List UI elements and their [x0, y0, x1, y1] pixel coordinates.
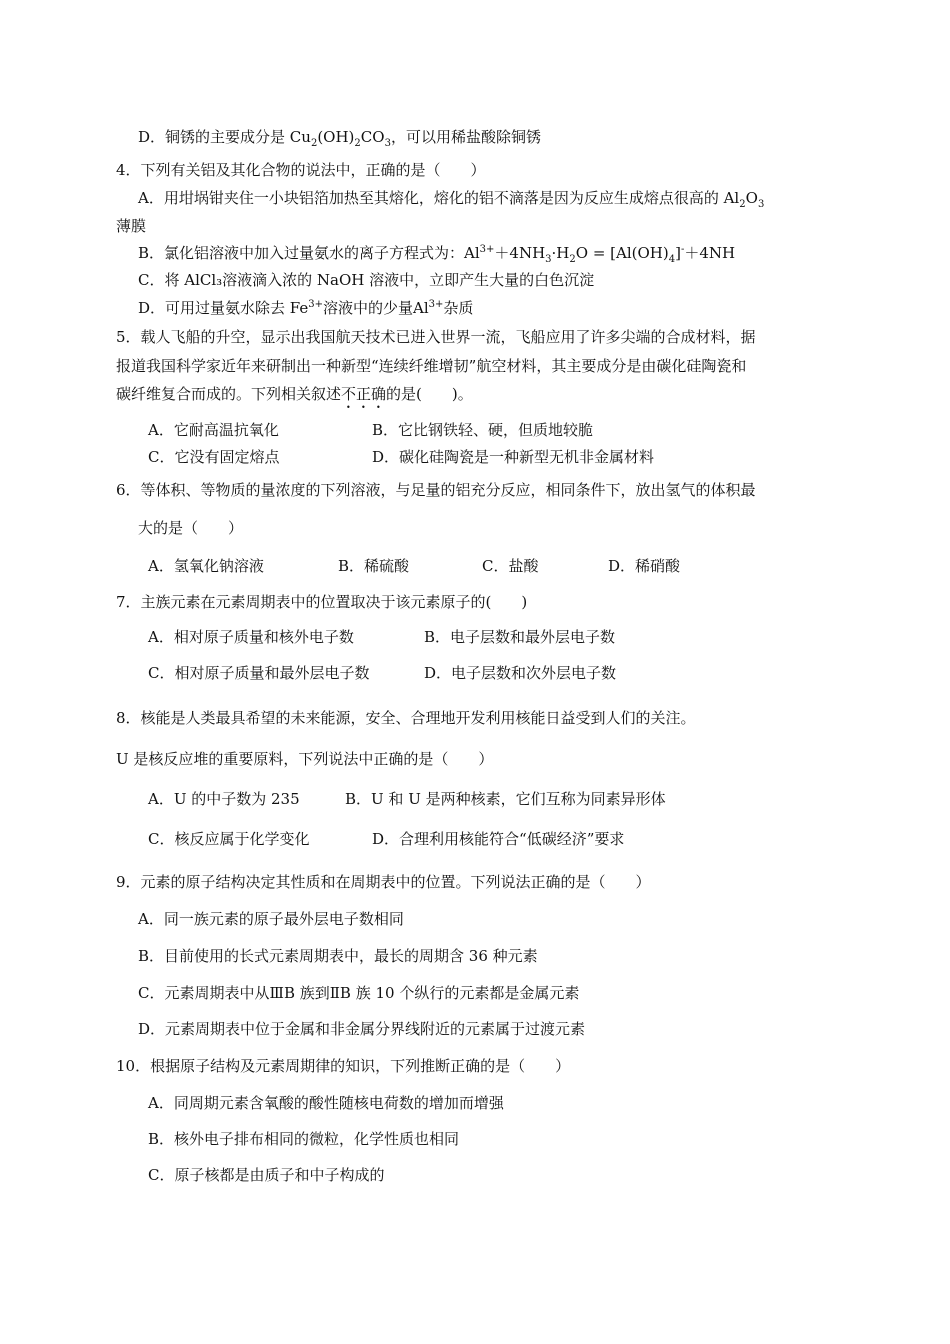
q5-option-a: A．它耐高温抗氧化: [148, 421, 279, 439]
q10-option-b: B．核外电子排布相同的微粒，化学性质也相同: [148, 1130, 460, 1148]
q8-option-d: D．合理利用核能符合“低碳经济”要求: [372, 830, 625, 848]
q8-stem-line2: U 是核反应堆的重要原料，下列说法中正确的是（ ）: [116, 750, 494, 768]
q6-option-c: C．盐酸: [482, 557, 539, 575]
q6-stem-line1: 6．等体积、等物质的量浓度的下列溶液，与足量的铝充分反应，相同条件下，放出氢气的体积最: [116, 481, 756, 499]
q6-option-a: A．氢氧化钠溶液: [148, 557, 264, 575]
q5-stem-line3: 碳纤维复合而成的。下列相关叙述不正确的是( )。: [116, 385, 473, 403]
q8-stem-line1: 8．核能是人类最具希望的未来能源，安全、合理地开发利用核能日益受到人们的关注。: [116, 709, 696, 727]
q9-option-a: A．同一族元素的原子最外层电子数相同: [138, 910, 404, 928]
q8-option-b: B．U 和 U 是两种核素，它们互称为同素异形体: [345, 790, 666, 808]
q10-stem: 10．根据原子结构及元素周期律的知识，下列推断正确的是（ ）: [116, 1057, 571, 1075]
q6-option-b: B．稀硫酸: [338, 557, 410, 575]
q7-option-a: A．相对原子质量和核外电子数: [148, 628, 354, 646]
q5-stem-line1: 5．载人飞船的升空，显示出我国航天技术已进入世界一流，飞船应用了许多尖端的合成材料，据: [116, 328, 756, 346]
q4-stem: 4．下列有关铝及其化合物的说法中，正确的是（ ）: [116, 161, 486, 179]
q7-stem: 7．主族元素在元素周期表中的位置取决于该元素原子的( ): [116, 593, 528, 611]
q4-option-b: B．氯化铝溶液中加入过量氨水的离子方程式为：$Al^{3+}+4NH_3\cdot H_2O = [Al(OH)_4]^-+4NH$: [138, 244, 736, 265]
q9-option-d: D．元素周期表中位于金属和非金属分界线附近的元素属于过渡元素: [138, 1020, 586, 1038]
q3-option-d: D．铜锈的主要成分是 $Cu_2(OH)_2CO_3$，可以用稀盐酸除铜锈: [138, 128, 541, 149]
q4-option-c: C．将 AlCl₃溶液滴入浓的 NaOH 溶液中，立即产生大量的白色沉淀: [138, 271, 595, 289]
q5-option-b: B．它比钢铁轻、硬，但质地较脆: [372, 421, 594, 439]
q6-stem-line2: 大的是（ ）: [138, 519, 244, 537]
q7-option-c: C．相对原子质量和最外层电子数: [148, 664, 370, 682]
q4-option-d: D．可用过量氨水除去 $Fe^{3+}$溶液中的少量$Al^{3+}$杂质: [138, 299, 474, 317]
q4-option-a-cont: 薄膜: [116, 217, 147, 235]
q5-option-c: C．它没有固定熔点: [148, 448, 280, 466]
emphasis-text: 不正确: [341, 385, 387, 403]
q5-stem-line2: 报道我国科学家近年来研制出一种新型“连续纤维增韧”航空材料，其主要成分是由碳化硅陶瓷和: [116, 357, 747, 375]
q7-option-d: D．电子层数和次外层电子数: [424, 664, 617, 682]
q9-stem: 9．元素的原子结构决定其性质和在周期表中的位置。下列说法正确的是（ ）: [116, 873, 651, 891]
q9-option-c: C．元素周期表中从ⅢB 族到ⅡB 族 10 个纵行的元素都是金属元素: [138, 984, 580, 1002]
q8-option-c: C．核反应属于化学变化: [148, 830, 310, 848]
q10-option-c: C．原子核都是由质子和中子构成的: [148, 1166, 385, 1184]
q6-option-d: D．稀硝酸: [608, 557, 681, 575]
q5-option-d: D．碳化硅陶瓷是一种新型无机非金属材料: [372, 448, 655, 466]
q10-option-a: A．同周期元素含氧酸的酸性随核电荷数的增加而增强: [148, 1094, 504, 1112]
q9-option-b: B．目前使用的长式元素周期表中，最长的周期含 36 种元素: [138, 947, 538, 965]
q4-option-a: A．用坩埚钳夹住一小块铝箔加热至其熔化，熔化的铝不滴落是因为反应生成熔点很高的 $Al_2O_3$: [138, 189, 765, 210]
q8-option-a: A．U 的中子数为 235: [148, 790, 300, 808]
q7-option-b: B．电子层数和最外层电子数: [424, 628, 616, 646]
